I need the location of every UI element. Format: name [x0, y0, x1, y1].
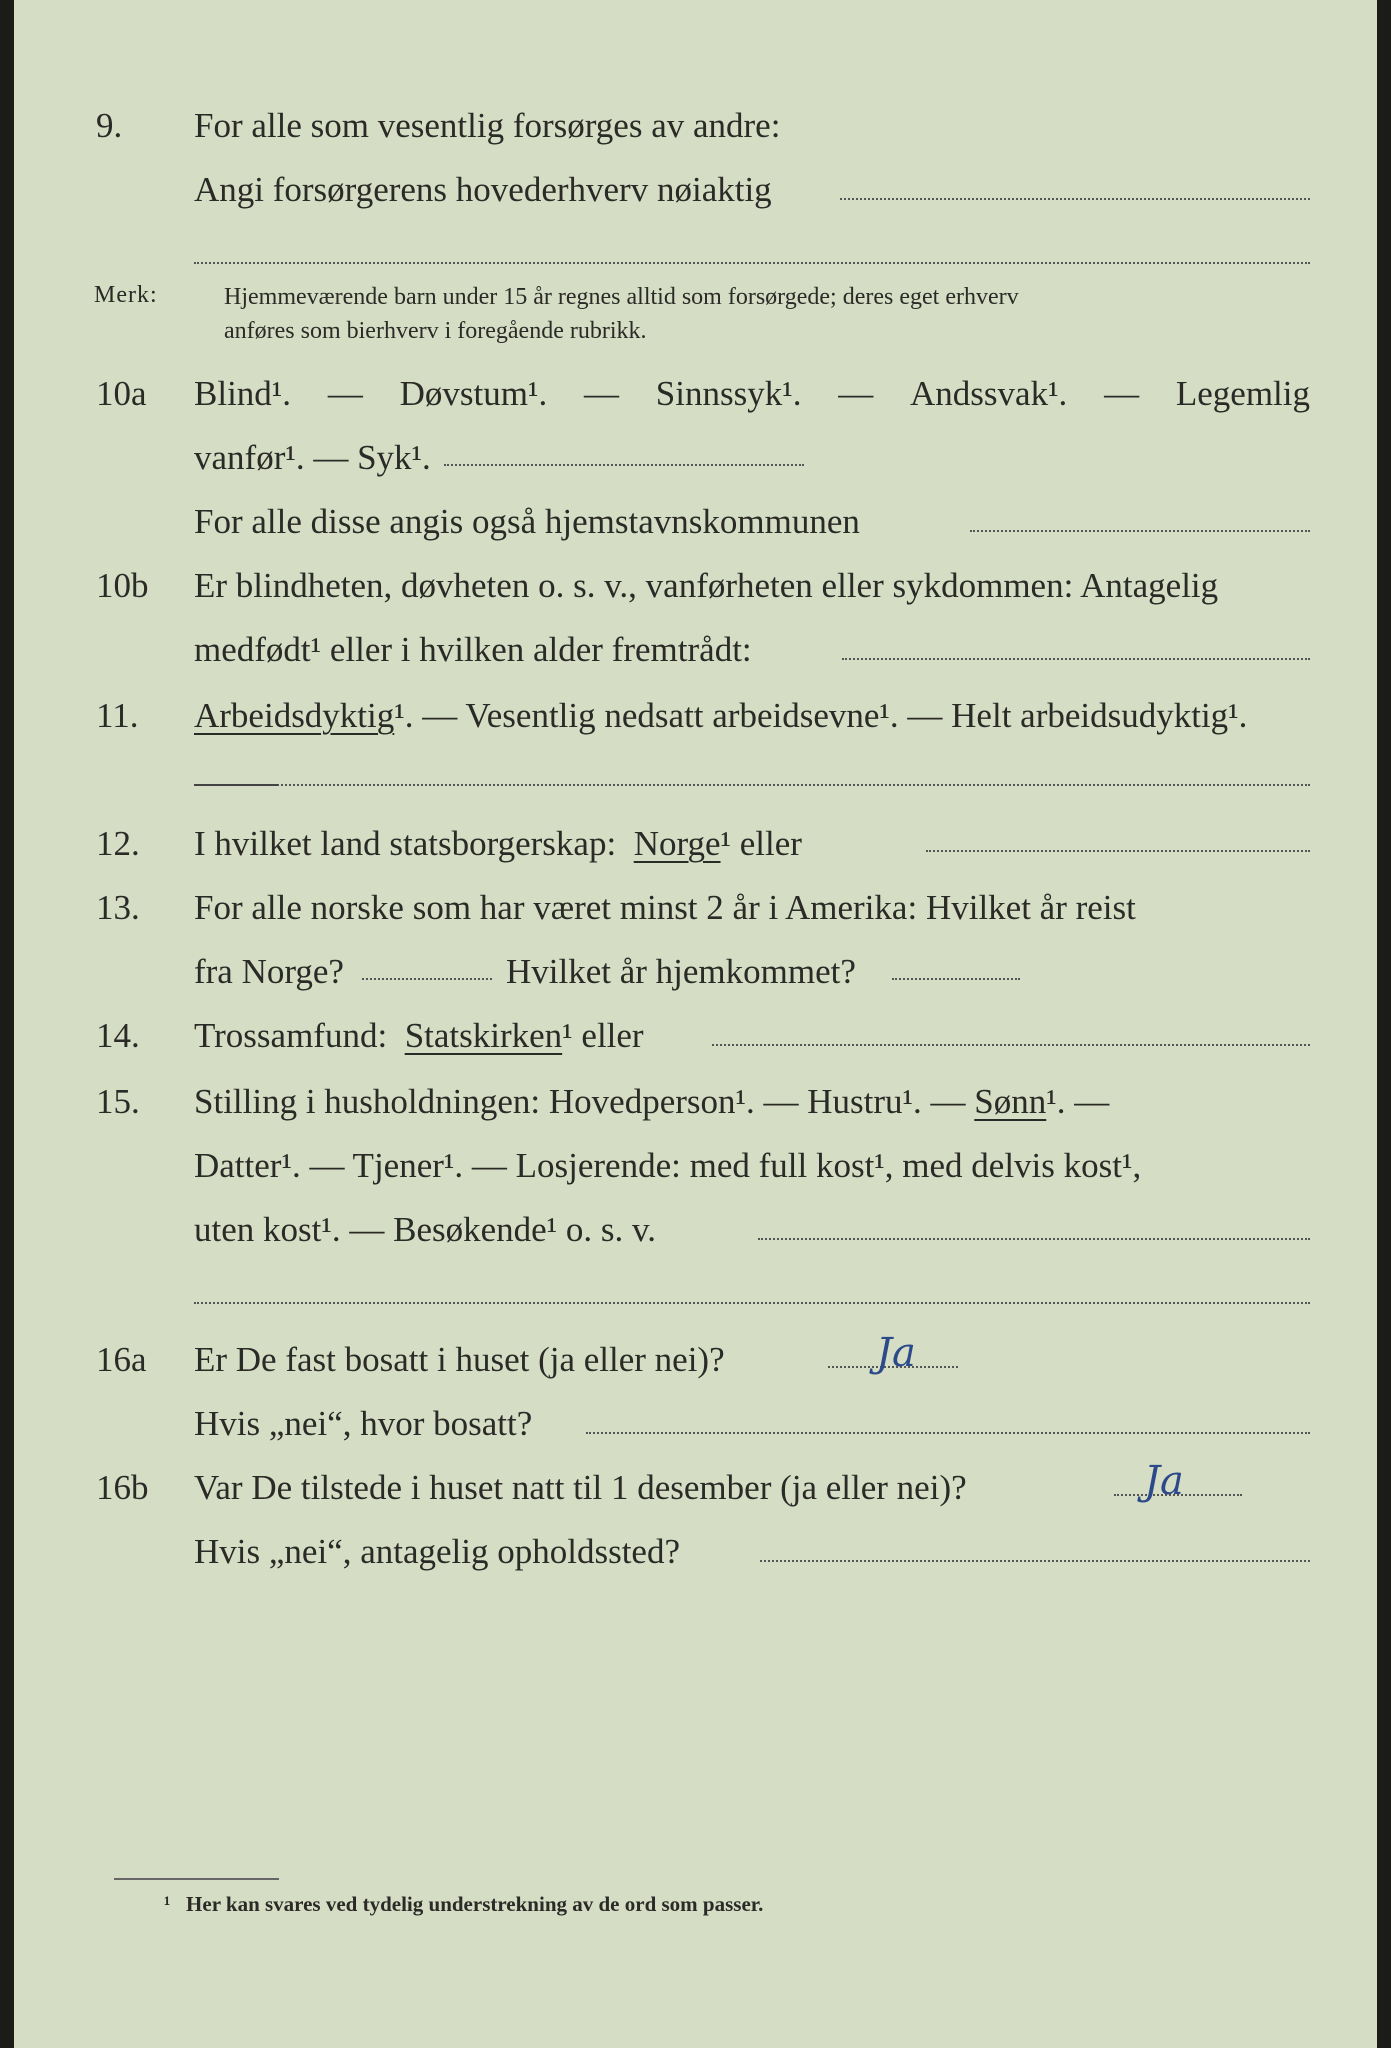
q16b-opholdssted-field[interactable] — [760, 1560, 1310, 1562]
option-legemlig[interactable]: Legemlig — [1175, 374, 1310, 413]
q16a-line1: Er De fast bosatt i huset (ja eller nei)? — [194, 1340, 725, 1379]
q9-number: 9. — [96, 106, 123, 145]
q12-answer-field[interactable] — [926, 850, 1310, 852]
option-andssvak[interactable]: Andssvak¹. — [910, 374, 1068, 413]
q12-number: 12. — [96, 824, 140, 863]
option-dovstum[interactable]: Døvstum¹. — [399, 374, 548, 413]
dash: — — [838, 374, 874, 413]
q16a-handwritten-answer: Ja — [876, 1330, 916, 1376]
q11-option-arbeidsdyktig[interactable]: Arbeidsdyktig — [194, 696, 395, 735]
dash: — — [583, 374, 619, 413]
q10a-options — [194, 376, 1310, 411]
q13-hjemkommet-field[interactable] — [892, 978, 1020, 980]
q11-line — [194, 698, 1247, 733]
q16b-number: 16b — [96, 1468, 149, 1507]
q15-line3: uten kost¹. — Besøkende¹ o. s. v. — [194, 1210, 657, 1249]
q14-number: 14. — [96, 1016, 140, 1055]
q10b-number: 10b — [96, 566, 149, 605]
q12-line: I hvilket land statsborgerskap: Norge¹ eller — [194, 824, 802, 863]
q10b-line1: Er blindheten, døvheten o. s. v., vanførheten eller sykdommen: Antagelig — [194, 566, 1219, 605]
q9-line1: For alle som vesentlig forsørges av andre: — [194, 106, 781, 145]
q9-line2: Angi forsørgerens hovederhverv nøiaktig — [194, 170, 772, 209]
merk-label: Merk: — [94, 282, 158, 308]
q16a-bosatt-field[interactable] — [586, 1432, 1310, 1434]
q15-extra-field[interactable] — [194, 1302, 1310, 1304]
q15-line1: Stilling i husholdningen: Hovedperson¹. — Hustru¹. — Sønn¹. — — [194, 1082, 1110, 1121]
q9-answer-field[interactable] — [840, 198, 1310, 200]
merk-text-line2: anføres som bierhverv i foregående rubrikk. — [224, 318, 647, 344]
q12-option-norge[interactable]: Norge — [633, 824, 721, 863]
option-blind[interactable]: Blind¹. — [194, 374, 292, 413]
q15-option-sonn[interactable]: Sønn — [974, 1082, 1047, 1121]
q11-answer-field[interactable] — [194, 784, 1310, 786]
q15-line2: Datter¹. — Tjener¹. — Losjerende: med full kost¹, med delvis kost¹, — [194, 1146, 1142, 1185]
q14-option-statskirken[interactable]: Statskirken — [404, 1016, 563, 1055]
census-form-page — [14, 0, 1377, 2048]
q10a-answer-field[interactable] — [444, 464, 804, 466]
q11-pencil-mark — [194, 784, 278, 786]
q16b-line2: Hvis „nei“, antagelig opholdssted? — [194, 1532, 680, 1571]
q16b-handwritten-answer: Ja — [1144, 1458, 1184, 1504]
q11-rest: ¹. — Vesentlig nedsatt arbeidsevne¹. — Helt arbeidsudyktig¹. — [394, 696, 1248, 735]
q14-line: Trossamfund: Statskirken¹ eller — [194, 1016, 644, 1055]
footnote: ¹ Her kan svares ved tydelig understrekning av de ord som passer. — [164, 1892, 764, 1916]
q14-answer-field[interactable] — [712, 1044, 1310, 1046]
q16b-line1: Var De tilstede i huset natt til 1 desember (ja eller nei)? — [194, 1468, 967, 1507]
q13-line2b: Hvilket år hjemkommet? — [506, 952, 856, 991]
q10b-line2: medfødt¹ eller i hvilken alder fremtrådt: — [194, 630, 752, 669]
q15-number: 15. — [96, 1082, 140, 1121]
q13-line2a: fra Norge? — [194, 952, 344, 991]
q13-line1: For alle norske som har været minst 2 år i Amerika: Hvilket år reist — [194, 888, 1136, 927]
dash: — — [1104, 374, 1140, 413]
q13-reist-field[interactable] — [362, 978, 492, 980]
merk-text-line1: Hjemmeværende barn under 15 år regnes alltid som forsørgede; deres eget erhverv — [224, 284, 1019, 310]
q11-number: 11. — [96, 696, 139, 735]
q10b-answer-field[interactable] — [842, 658, 1310, 660]
dash: — — [327, 374, 363, 413]
q16a-line2: Hvis „nei“, hvor bosatt? — [194, 1404, 533, 1443]
q16a-number: 16a — [96, 1340, 147, 1379]
q9-extra-answer-field[interactable] — [194, 262, 1310, 264]
footnote-rule — [114, 1878, 279, 1880]
q10a-number: 10a — [96, 374, 147, 413]
q10a-line3: For alle disse angis også hjemstavnskommunen — [194, 502, 860, 541]
option-sinnssyk[interactable]: Sinnssyk¹. — [655, 374, 802, 413]
q15-answer-field[interactable] — [758, 1238, 1310, 1240]
q13-number: 13. — [96, 888, 140, 927]
q10a-line2: vanfør¹. — Syk¹. — [194, 438, 431, 477]
q10a-hjemstavn-field[interactable] — [970, 530, 1310, 532]
